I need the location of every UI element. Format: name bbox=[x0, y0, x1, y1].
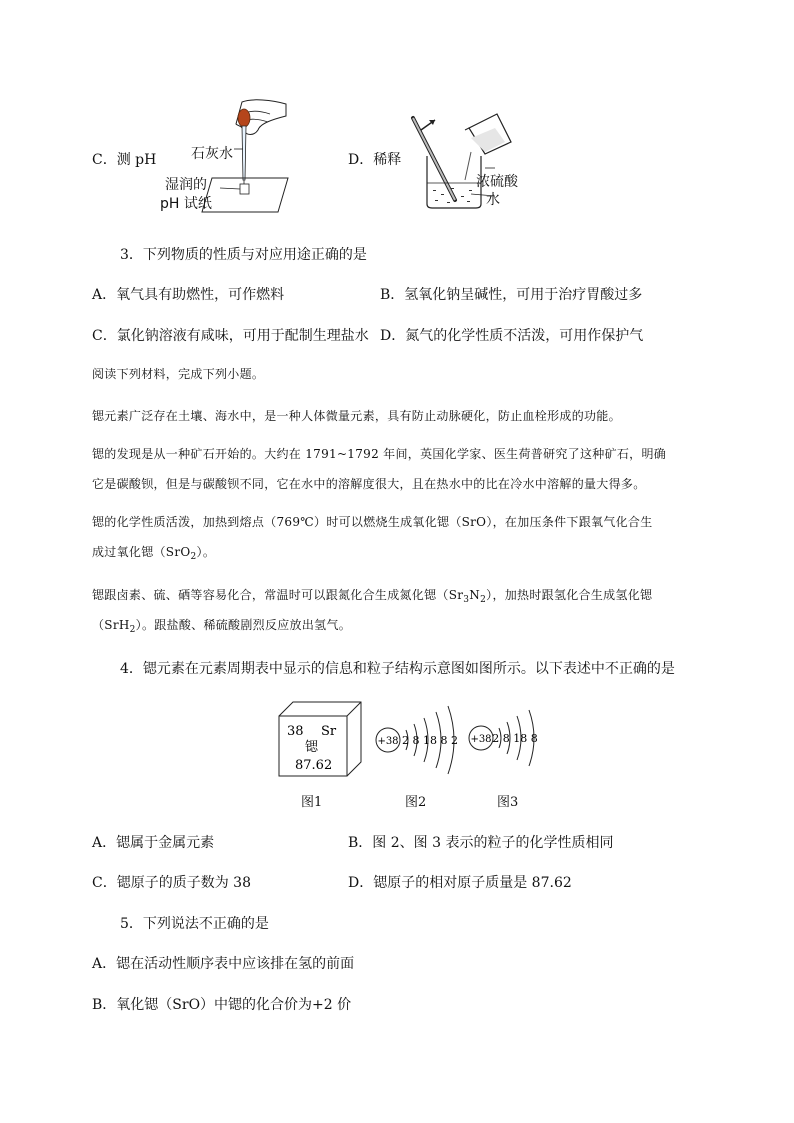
caption-figure-2: 图2 bbox=[405, 795, 427, 810]
q4-option-d: D．锶原子的相对原子质量是 87.62 bbox=[348, 875, 572, 891]
element-cell-figure bbox=[275, 698, 365, 780]
q2-option-d: D．稀释 bbox=[348, 152, 402, 168]
q4-option-b: B．图 2、图 3 表示的粒子的化学性质相同 bbox=[348, 835, 614, 851]
q5-option-a: A．锶在活动性顺序表中应该排在氢的前面 bbox=[92, 956, 355, 972]
reading-paragraph-2-line-1: 锶的发现是从一种矿石开始的。大约在 1791~1792 年间，英国化学家、医生荷普研究了这种矿石，明确 bbox=[92, 447, 667, 461]
reading-paragraph-4-line-2: （SrH$_2$）。跟盐酸、稀硫酸剧烈反应放出氢气。 bbox=[92, 618, 352, 635]
atom-nucleus-charge: +38 bbox=[377, 736, 399, 747]
reading-paragraph-1: 锶元素广泛存在土壤、海水中，是一种人体微量元素，具有防止动脉硬化，防止血栓形成的功能。 bbox=[92, 409, 621, 423]
q3-stem: 3．下列物质的性质与对应用途正确的是 bbox=[120, 247, 367, 263]
label-wet: 湿润的 bbox=[165, 177, 207, 193]
q2-option-c: C．测 pH bbox=[92, 152, 157, 168]
q3-option-a: A．氧气具有助燃性，可作燃料 bbox=[92, 287, 285, 303]
reading-intro: 阅读下列材料，完成下列小题。 bbox=[92, 367, 265, 381]
element-symbol: Sr bbox=[321, 724, 337, 739]
q5-stem: 5．下列说法不正确的是 bbox=[120, 916, 269, 932]
label-water: 水 bbox=[486, 192, 500, 208]
label-lime-water: 石灰水 bbox=[191, 146, 233, 162]
element-name: 锶 bbox=[305, 740, 319, 755]
q4-option-c: C．锶原子的质子数为 38 bbox=[92, 875, 251, 891]
element-atomic-number: 38 bbox=[287, 724, 304, 739]
label-ph-paper: pH 试纸 bbox=[160, 196, 212, 212]
q3-option-c: C．氯化钠溶液有咸味，可用于配制生理盐水 bbox=[92, 328, 369, 344]
reading-paragraph-3-line-1: 锶的化学性质活泼，加热到熔点（769℃）时可以燃烧生成氧化锶（SrO），在加压条件下跟氧气化合生 bbox=[92, 515, 653, 529]
atom-structure-figure bbox=[372, 700, 468, 782]
ion-structure-figure bbox=[465, 700, 551, 782]
reading-paragraph-4-line-1: 锶跟卤素、硫、硒等容易化合，常温时可以跟氮化合生成氮化锶$(Sr_3N_2)$，加热时跟氢化合生成氢化锶 bbox=[92, 588, 653, 605]
atom-shell-electrons: 2 8 18 8 2 bbox=[402, 734, 458, 747]
reading-paragraph-2-line-2: 它是碳酸钡，但是与碳酸钡不同，它在水中的溶解度很大，且在热水中的比在冷水中溶解的量大得多。 bbox=[92, 477, 646, 491]
reading-paragraph-3-line-2: 成过氧化锶（SrO$_2$）。 bbox=[92, 545, 216, 562]
q3-option-b: B．氢氧化钠呈碱性，可用于治疗胃酸过多 bbox=[380, 287, 643, 303]
q5-option-b: B．氧化锶（SrO）中锶的化合价为+2 价 bbox=[92, 997, 352, 1013]
ion-nucleus-charge: +38 bbox=[470, 734, 492, 745]
q4-option-a: A．锶属于金属元素 bbox=[92, 835, 215, 851]
caption-figure-3: 图3 bbox=[497, 795, 519, 810]
ion-shell-electrons: 2 8 18 8 bbox=[492, 732, 538, 745]
q3-option-d: D．氮气的化学性质不活泼，可用作保护气 bbox=[380, 328, 644, 344]
label-conc-sulfuric-acid: 浓硫酸 bbox=[476, 174, 518, 190]
q4-stem: 4．锶元素在元素周期表中显示的信息和粒子结构示意图如图所示。以下表述中不正确的是 bbox=[120, 661, 675, 677]
element-mass: 87.62 bbox=[295, 758, 333, 773]
caption-figure-1: 图1 bbox=[301, 795, 323, 810]
